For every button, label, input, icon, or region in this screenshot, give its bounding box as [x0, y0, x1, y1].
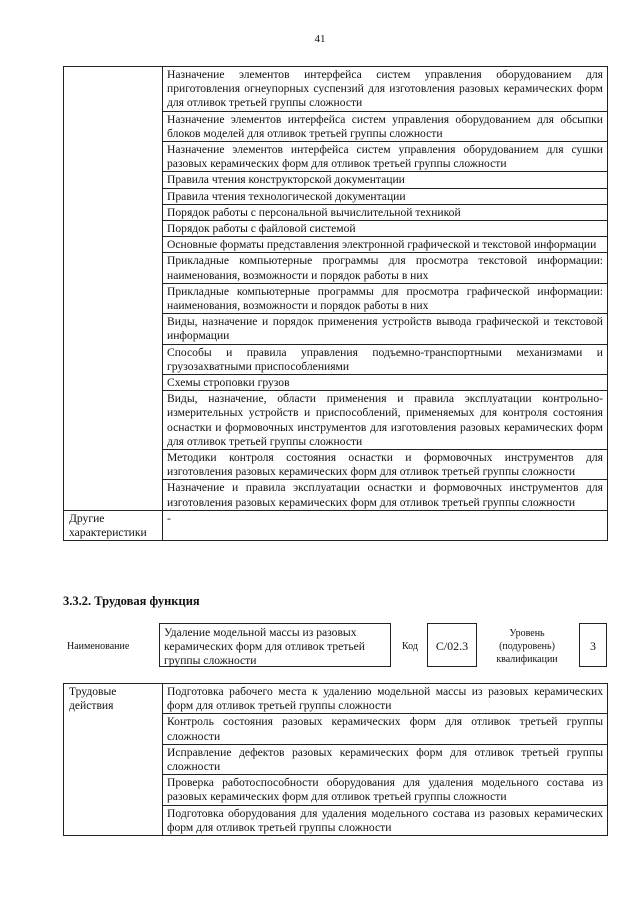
labor-action-item: Подготовка рабочего места к удалению модельной массы из разовых керамических форм для отливок третьей группы сложности	[163, 684, 608, 714]
labor-action-item: Контроль состояния разовых керамических форм для отливок третьей группы сложности	[163, 714, 608, 744]
requirements-label-cell	[64, 67, 163, 511]
function-name-label: Наименование	[67, 641, 130, 652]
requirement-item: Виды, назначение, области применения и правила эксплуатации контрольно-измерительных устройств и приспособлений, применяемых для контроля состояния оснастки и формовочных инструментов для изготовления разовых керамических форм для отливок третьей группы сложности	[163, 391, 608, 450]
requirement-item: Назначение элементов интерфейса систем управления оборудованием для обсыпки блоков моделей для отливок третьей группы сложности	[163, 111, 608, 141]
page-number: 41	[314, 33, 326, 45]
labor-action-item: Проверка работоспособности оборудования для удаления модельного состава из разовых керамических форм для отливок третьей группы сложности	[163, 775, 608, 805]
labor-action-item: Исправление дефектов разовых керамических форм для отливок третьей группы сложности	[163, 744, 608, 774]
requirement-item: Назначение и правила эксплуатации оснастки и формовочных инструментов для изготовления разовых керамических форм для отливок третьей группы сложности	[163, 480, 608, 510]
requirement-item: Порядок работы с файловой системой	[163, 221, 608, 237]
requirement-item: Виды, назначение и порядок применения устройств вывода графической и текстовой информации	[163, 314, 608, 344]
table-row	[64, 684, 608, 714]
table-row	[64, 67, 608, 112]
requirement-item: Методики контроля состояния оснастки и формовочных инструментов для изготовления разовых керамических форм для отливок третьей группы сложности	[163, 450, 608, 480]
other-characteristics-label: Другие характеристики	[64, 510, 163, 540]
other-characteristics-value: -	[163, 510, 608, 540]
labor-actions-table	[63, 683, 608, 836]
requirement-item: Схемы строповки грузов	[163, 375, 608, 391]
function-name-value: Удаление модельной массы из разовых керамических форм для отливок третьей группы сложности	[159, 623, 391, 667]
requirement-item: Назначение элементов интерфейса систем управления оборудованием для приготовления огнеупорных суспензий для изготовления разовых керамических форм для отливок третьей группы сложности	[163, 67, 608, 112]
labor-actions-label: Трудовые действия	[64, 684, 163, 836]
requirement-item: Правила чтения технологической документации	[163, 188, 608, 204]
requirement-item: Порядок работы с персональной вычислительной техникой	[163, 204, 608, 220]
function-code-value: С/02.3	[427, 623, 477, 667]
requirement-item: Способы и правила управления подъемно-транспортными механизмами и грузозахватными приспособлениями	[163, 344, 608, 374]
table-row	[64, 510, 608, 540]
requirement-item: Прикладные компьютерные программы для просмотра текстовой информации: наименования, возможности и порядок работы в них	[163, 253, 608, 283]
labor-action-item: Подготовка оборудования для удаления модельного состава из разовых керамических форм для отливок третьей группы сложности	[163, 805, 608, 835]
labor-function-header	[63, 623, 607, 671]
requirement-item: Назначение элементов интерфейса систем управления оборудованием для сушки разовых керамических форм для отливок третьей группы сложности	[163, 142, 608, 172]
requirements-table	[63, 66, 608, 541]
requirement-item: Правила чтения конструкторской документации	[163, 172, 608, 188]
section-title: 3.3.2. Трудовая функция	[63, 594, 200, 608]
requirement-item: Основные форматы представления электронной графической и текстовой информации	[163, 237, 608, 253]
function-code-label: Код	[402, 641, 418, 652]
qualification-level-value: 3	[579, 623, 607, 667]
requirement-item: Прикладные компьютерные программы для просмотра графической информации: наименования, возможности и порядок работы в них	[163, 283, 608, 313]
qualification-level-label: Уровень (подуровень) квалификации	[496, 628, 558, 665]
